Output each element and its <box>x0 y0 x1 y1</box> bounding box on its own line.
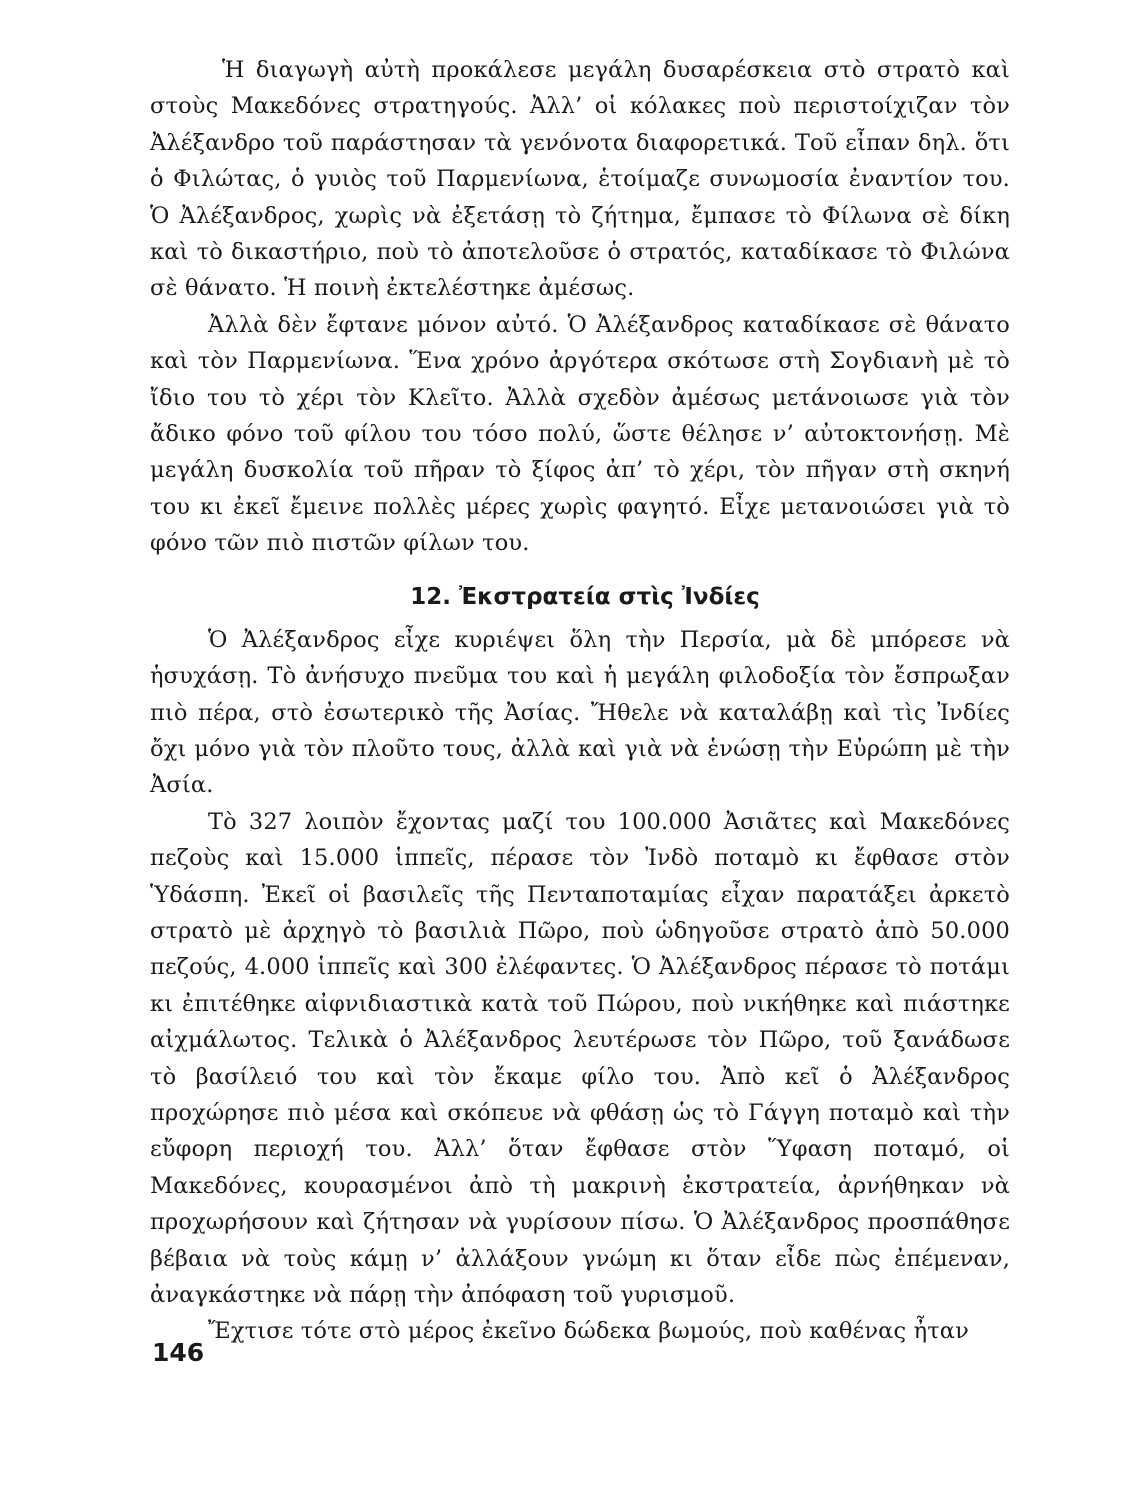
paragraph-1: Ἡ διαγωγὴ αὐτὴ προκάλεσε μεγάλη δυσαρέσκεια στὸ στρατὸ καὶ στοὺς Μακεδόνες στρατηγούς. Ἀλλ’ οἱ κόλακες ποὺ περιστοίχιζαν τὸν Ἀλέξανδρο τοῦ παράστησαν τὰ γενόνοτα διαφορετικά. Τοῦ εἶπαν δηλ. ὅτι ὁ Φιλώτας, ὁ γυιὸς τοῦ Παρμενίωνα, ἑτοίμαζε συνωμοσία ἐναντίον του. Ὁ Ἀλέξανδρος, χωρὶς νὰ ἐξετάσῃ τὸ ζήτημα, ἔμπασε τὸ Φίλωνα σὲ δίκη καὶ τὸ δικαστήριο, ποὺ τὸ ἀποτελοῦσε ὁ στρατός, καταδίκασε τὸ Φιλώνα σὲ θάνατο. Ἡ ποινὴ ἐκτελέστηκε ἀμέσως. <box>150 57 1010 302</box>
paragraph-2: Ἀλλὰ δὲν ἔφτανε μόνον αὐτό. Ὁ Ἀλέξανδρος καταδίκασε σὲ θάνατο καὶ τὸν Παρμενίωνα. Ἕνα χρόνο ἀργότερα σκότωσε στὴ Σογδιανὴ μὲ τὸ ἴδιο του τὸ χέρι τὸν Κλεῖτο. Ἀλλὰ σχεδὸν ἀμέσως μετάνοιωσε γιὰ τὸν ἄδικο φόνο τοῦ φίλου του τόσο πολύ, ὥστε θέλησε ν’ αὐτοκτονήσῃ. Μὲ μεγάλη δυσκολία τοῦ πῆραν τὸ ξίφος ἀπ’ τὸ χέρι, τὸν πῆγαν στὴ σκηνή του κι ἐκεῖ ἔμεινε πολλὲς μέρες χωρὶς φαγητό. Εἶχε μετανοιώσει γιὰ τὸ φόνο τῶν πιὸ πιστῶν φίλων του. <box>150 311 1010 557</box>
paragraph-5: Ἔχτισε τότε στὸ μέρος ἐκεῖνο δώδεκα βωμούς, ποὺ καθένας ἦταν <box>208 1318 969 1345</box>
section-title: Ἐκστρατεία στὶς Ἰνδίες <box>458 583 760 610</box>
paragraph-3: Ὁ Ἀλέξανδρος εἶχε κυριέψει ὅλη τὴν Περσία, μὰ δὲ μπόρεσε νὰ ἡσυχάσῃ. Τὸ ἀνήσυχο πνεῦμα του καὶ ἡ μεγάλη φιλοδοξία τὸν ἔσπρωξαν πιὸ πέρα, στὸ ἐσωτερικὸ τῆς Ἀσίας. Ἤθελε νὰ καταλάβῃ καὶ τὶς Ἰνδίες ὄχι μόνο γιὰ τὸν πλοῦτο τους, ἀλλὰ καὶ γιὰ νὰ ἑνώσῃ τὴν Εὐρώπη μὲ τὴν Ἀσία. <box>150 626 1010 799</box>
page-number: 146 <box>152 1338 205 1367</box>
section-number: 12. <box>410 583 451 610</box>
section-heading <box>150 581 1010 613</box>
page-body <box>150 52 1010 1350</box>
paragraph-4: Τὸ 327 λοιπὸν ἔχοντας μαζί του 100.000 Ἀσιᾶτες καὶ Μακεδόνες πεζοὺς καὶ 15.000 ἱππεῖς, πέρασε τὸν Ἰνδὸ ποταμὸ κι ἔφθασε στὸν Ὑδάσπη. Ἐκεῖ οἱ βασιλεῖς τῆς Πενταποταμίας εἶχαν παρατάξει ἀρκετὸ στρατὸ μὲ ἀρχηγὸ τὸ βασιλιὰ Πῶρο, ποὺ ὡδηγοῦσε στρατὸ ἀπὸ 50.000 πεζούς, 4.000 ἱππεῖς καὶ 300 ἐλέφαντες. Ὁ Ἀλέξανδρος πέρασε τὸ ποτάμι κι ἐπιτέθηκε αἰφνιδιαστικὰ κατὰ τοῦ Πώρου, ποὺ νικήθηκε καὶ πιάστηκε αἰχμάλωτος. Τελικὰ ὁ Ἀλέξανδρος λευτέρωσε τὸν Πῶρο, τοῦ ξανάδωσε τὸ βασίλειό του καὶ τὸν ἔκαμε φίλο του. Ἀπὸ κεῖ ὁ Ἀλέξανδρος προχώρησε πιὸ μέσα καὶ σκόπευε νὰ φθάσῃ ὡς τὸ Γάγγη ποταμὸ καὶ τὴν εὔφορη περιοχή του. Ἀλλ’ ὅταν ἔφθασε στὸν Ὕφαση ποταμό, οἱ Μακεδόνες, κουρασμένοι ἀπὸ τὴ μακρινὴ ἐκστρατεία, ἀρνήθηκαν νὰ προχωρήσουν καὶ ζήτησαν νὰ γυρίσουν πίσω. Ὁ Ἀλέξανδρος προσπάθησε βέβαια νὰ τοὺς κάμῃ ν’ ἀλλάξουν γνώμη κι ὅταν εἶδε πὼς ἐπέμεναν, ἀναγκάστηκε νὰ πάρῃ τὴν ἀπόφαση τοῦ γυρισμοῦ. <box>150 808 1010 1308</box>
